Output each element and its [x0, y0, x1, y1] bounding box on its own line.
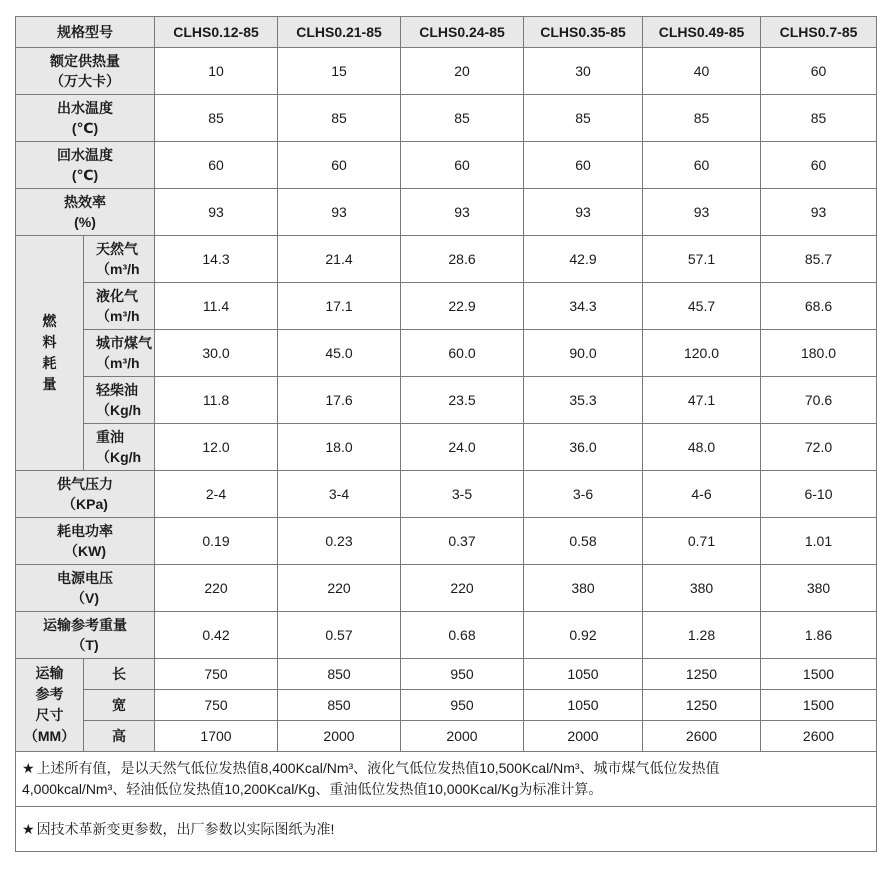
- table-cell: 2000: [524, 721, 643, 752]
- table-cell: 60: [155, 142, 278, 189]
- table-row: [16, 142, 877, 189]
- table-cell: 35.3: [524, 377, 643, 424]
- star-icon: ★: [22, 760, 35, 776]
- spec-table: [15, 16, 877, 852]
- table-row: [16, 377, 877, 424]
- table-cell: 60: [524, 142, 643, 189]
- row-label: 热效率 (%): [16, 189, 155, 236]
- fuel-group-label: 燃 料 耗 量: [16, 236, 84, 471]
- table-cell: 17.1: [278, 283, 401, 330]
- size-dimension-label: 高: [84, 721, 155, 752]
- table-cell: 85.7: [761, 236, 877, 283]
- table-row: [16, 471, 877, 518]
- table-cell: 850: [278, 659, 401, 690]
- table-cell: 1250: [643, 690, 761, 721]
- fuel-type-label: 液化气 （m³/h: [84, 283, 155, 330]
- table-cell: 60: [401, 142, 524, 189]
- table-cell: 90.0: [524, 330, 643, 377]
- calculation-note: ★ 上述所有值，是以天然气低位发热值8,400Kcal/Nm³、液化气低位发热值10,500Kcal/Nm³、城市煤气低位发热值 4,000kcal/Nm³、轻油低位发热值10,200Kcal/Kg、重油低位发热值10,000Kcal/Kg为标准计算。: [16, 752, 877, 807]
- table-cell: 10: [155, 48, 278, 95]
- table-cell: 85: [278, 95, 401, 142]
- table-cell: 0.19: [155, 518, 278, 565]
- table-cell: 3-4: [278, 471, 401, 518]
- table-cell: 380: [524, 565, 643, 612]
- table-cell: 21.4: [278, 236, 401, 283]
- table-cell: 2600: [643, 721, 761, 752]
- corner-header: 规格型号: [16, 17, 155, 48]
- table-cell: 220: [278, 565, 401, 612]
- table-cell: 0.68: [401, 612, 524, 659]
- table-cell: 22.9: [401, 283, 524, 330]
- table-cell: 85: [401, 95, 524, 142]
- table-cell: 220: [401, 565, 524, 612]
- table-cell: 85: [761, 95, 877, 142]
- table-cell: 60: [761, 48, 877, 95]
- table-cell: 60: [278, 142, 401, 189]
- table-cell: 20: [401, 48, 524, 95]
- table-cell: 2600: [761, 721, 877, 752]
- note-row: [16, 752, 877, 807]
- row-label: 供气压力 （KPa): [16, 471, 155, 518]
- model-header: CLHS0.49-85: [643, 17, 761, 48]
- table-cell: 93: [278, 189, 401, 236]
- table-cell: 180.0: [761, 330, 877, 377]
- table-cell: 1500: [761, 690, 877, 721]
- table-cell: 93: [761, 189, 877, 236]
- table-cell: 3-6: [524, 471, 643, 518]
- fuel-type-label: 天然气 （m³/h: [84, 236, 155, 283]
- table-cell: 1250: [643, 659, 761, 690]
- row-label: 出水温度 (℃): [16, 95, 155, 142]
- table-cell: 0.71: [643, 518, 761, 565]
- table-cell: 30: [524, 48, 643, 95]
- table-row: [16, 565, 877, 612]
- table-row: [16, 721, 877, 752]
- table-cell: 0.42: [155, 612, 278, 659]
- table-cell: 11.8: [155, 377, 278, 424]
- table-cell: 1.86: [761, 612, 877, 659]
- table-row: [16, 283, 877, 330]
- table-cell: 70.6: [761, 377, 877, 424]
- row-label: 额定供热量 （万大卡）: [16, 48, 155, 95]
- table-cell: 1500: [761, 659, 877, 690]
- size-group-label: 运输 参考 尺寸 （MM）: [16, 659, 84, 752]
- model-header: CLHS0.35-85: [524, 17, 643, 48]
- table-cell: 750: [155, 659, 278, 690]
- table-row: [16, 424, 877, 471]
- table-cell: 950: [401, 659, 524, 690]
- size-dimension-label: 宽: [84, 690, 155, 721]
- table-cell: 6-10: [761, 471, 877, 518]
- row-label: 耗电功率 （KW): [16, 518, 155, 565]
- table-cell: 380: [761, 565, 877, 612]
- table-cell: 3-5: [401, 471, 524, 518]
- table-cell: 36.0: [524, 424, 643, 471]
- table-cell: 950: [401, 690, 524, 721]
- table-cell: 0.58: [524, 518, 643, 565]
- table-cell: 28.6: [401, 236, 524, 283]
- table-cell: 34.3: [524, 283, 643, 330]
- table-cell: 18.0: [278, 424, 401, 471]
- table-cell: 72.0: [761, 424, 877, 471]
- table-cell: 850: [278, 690, 401, 721]
- table-cell: 2-4: [155, 471, 278, 518]
- table-cell: 120.0: [643, 330, 761, 377]
- table-row: [16, 189, 877, 236]
- table-cell: 17.6: [278, 377, 401, 424]
- model-header: CLHS0.7-85: [761, 17, 877, 48]
- table-row: [16, 612, 877, 659]
- fuel-type-label: 轻柴油 （Kg/h: [84, 377, 155, 424]
- table-cell: 1.28: [643, 612, 761, 659]
- table-cell: 1.01: [761, 518, 877, 565]
- table-cell: 23.5: [401, 377, 524, 424]
- table-row: [16, 236, 877, 283]
- table-cell: 220: [155, 565, 278, 612]
- table-cell: 14.3: [155, 236, 278, 283]
- table-cell: 57.1: [643, 236, 761, 283]
- table-cell: 93: [401, 189, 524, 236]
- table-row: [16, 330, 877, 377]
- table-cell: 11.4: [155, 283, 278, 330]
- revision-note: ★ 因技术革新变更参数，出厂参数以实际图纸为准!: [16, 807, 877, 852]
- table-cell: 60: [761, 142, 877, 189]
- table-cell: 1050: [524, 659, 643, 690]
- table-cell: 30.0: [155, 330, 278, 377]
- table-cell: 93: [155, 189, 278, 236]
- table-row: [16, 48, 877, 95]
- table-cell: 60.0: [401, 330, 524, 377]
- row-label: 运输参考重量 （T): [16, 612, 155, 659]
- star-icon: ★: [22, 820, 35, 837]
- model-header: CLHS0.12-85: [155, 17, 278, 48]
- table-cell: 68.6: [761, 283, 877, 330]
- table-cell: 750: [155, 690, 278, 721]
- table-cell: 85: [524, 95, 643, 142]
- row-label: 回水温度 (℃): [16, 142, 155, 189]
- note-row: [16, 807, 877, 852]
- model-header: CLHS0.21-85: [278, 17, 401, 48]
- table-cell: 85: [643, 95, 761, 142]
- table-cell: 380: [643, 565, 761, 612]
- table-cell: 24.0: [401, 424, 524, 471]
- table-cell: 48.0: [643, 424, 761, 471]
- table-cell: 1050: [524, 690, 643, 721]
- fuel-type-label: 重油 （Kg/h: [84, 424, 155, 471]
- table-cell: 60: [643, 142, 761, 189]
- table-cell: 93: [643, 189, 761, 236]
- size-dimension-label: 长: [84, 659, 155, 690]
- table-cell: 15: [278, 48, 401, 95]
- table-row: [16, 690, 877, 721]
- table-cell: 12.0: [155, 424, 278, 471]
- table-cell: 2000: [278, 721, 401, 752]
- table-row: [16, 518, 877, 565]
- table-cell: 47.1: [643, 377, 761, 424]
- table-cell: 93: [524, 189, 643, 236]
- table-cell: 45.0: [278, 330, 401, 377]
- table-row: [16, 659, 877, 690]
- table-cell: 85: [155, 95, 278, 142]
- table-cell: 0.23: [278, 518, 401, 565]
- table-cell: 0.37: [401, 518, 524, 565]
- table-cell: 40: [643, 48, 761, 95]
- table-cell: 0.57: [278, 612, 401, 659]
- table-cell: 42.9: [524, 236, 643, 283]
- table-cell: 4-6: [643, 471, 761, 518]
- table-cell: 0.92: [524, 612, 643, 659]
- row-label: 电源电压 （V): [16, 565, 155, 612]
- model-header: CLHS0.24-85: [401, 17, 524, 48]
- table-cell: 1700: [155, 721, 278, 752]
- table-cell: 2000: [401, 721, 524, 752]
- fuel-type-label: 城市煤气 （m³/h: [84, 330, 155, 377]
- table-row: [16, 95, 877, 142]
- header-row: [16, 17, 877, 48]
- table-cell: 45.7: [643, 283, 761, 330]
